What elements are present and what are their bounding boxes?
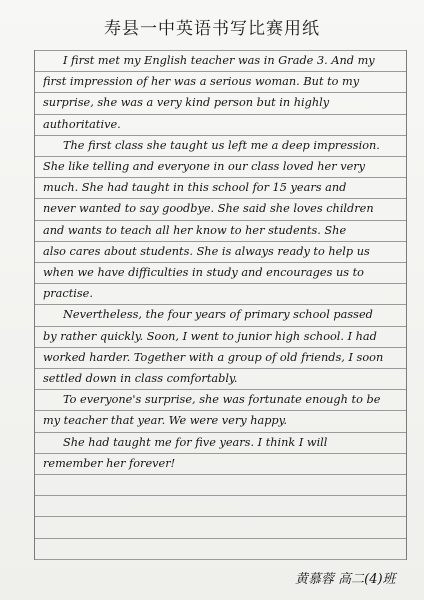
ruled-line — [35, 114, 406, 115]
ruled-line — [35, 453, 406, 454]
ruled-line — [35, 347, 406, 348]
ruled-line — [35, 389, 406, 390]
essay-line: worked harder. Together with a group of old friends, I soon — [43, 350, 384, 364]
ruled-line — [35, 326, 406, 327]
ruled-line — [35, 368, 406, 369]
ruled-line — [35, 135, 406, 136]
essay-line: Nevertheless, the four years of primary school passed — [63, 308, 373, 322]
essay-line: She had taught me for five years. I think I will — [63, 435, 328, 449]
page-title: 寿县一中英语书写比赛用纸 — [104, 19, 320, 39]
essay-line: never wanted to say goodbye. She said she loves children — [43, 202, 374, 216]
signature: 黄慕蓉 高二(4)班 — [295, 572, 396, 587]
essay-line: and wants to teach all her know to her students. She — [43, 223, 347, 237]
ruled-line — [35, 495, 406, 496]
essay-line: also cares about students. She is always ready to help us — [43, 244, 370, 258]
essay-line: my teacher that year. We were very happy. — [43, 414, 288, 428]
essay-line: The first class she taught us left me a deep impression. — [63, 138, 380, 152]
essay-line: when we have difficulties in study and encourages us to — [43, 266, 364, 279]
ruled-line — [35, 198, 406, 199]
ruled-line — [35, 241, 406, 242]
essay-line: She like telling and everyone in our class loved her very — [43, 160, 366, 173]
ruled-line — [35, 432, 406, 433]
ruled-line — [35, 410, 406, 411]
essay-line: authoritative. — [43, 117, 121, 131]
essay-line: by rather quickly. Soon, I went to junior high school. I had — [43, 329, 377, 343]
ruled-line — [35, 156, 406, 157]
ruled-line — [35, 304, 406, 305]
essay-line: remember her forever! — [43, 456, 176, 470]
ruled-line — [35, 283, 406, 284]
ruled-line — [35, 50, 406, 51]
ruled-line — [35, 92, 406, 93]
ruled-line — [35, 262, 406, 263]
ruled-line — [35, 474, 406, 475]
ruled-line — [35, 220, 406, 221]
ruled-writing-area — [34, 50, 407, 560]
ruled-line — [35, 559, 406, 560]
ruled-line — [35, 538, 406, 539]
essay-line: settled down in class comfortably. — [43, 372, 238, 385]
ruled-line — [35, 516, 406, 517]
ruled-line — [35, 177, 406, 178]
essay-line: much. She had taught in this school for 15 years and — [43, 181, 347, 195]
essay-line: I first met my English teacher was in Grade 3. And my — [63, 54, 375, 67]
essay-line: first impression of her was a serious woman. But to my — [43, 75, 360, 89]
essay-line: To everyone's surprise, she was fortunate enough to be — [63, 393, 381, 407]
essay-line: surprise, she was a very kind person but in highly — [43, 96, 330, 110]
essay-line: practise. — [43, 287, 93, 301]
ruled-line — [35, 71, 406, 72]
